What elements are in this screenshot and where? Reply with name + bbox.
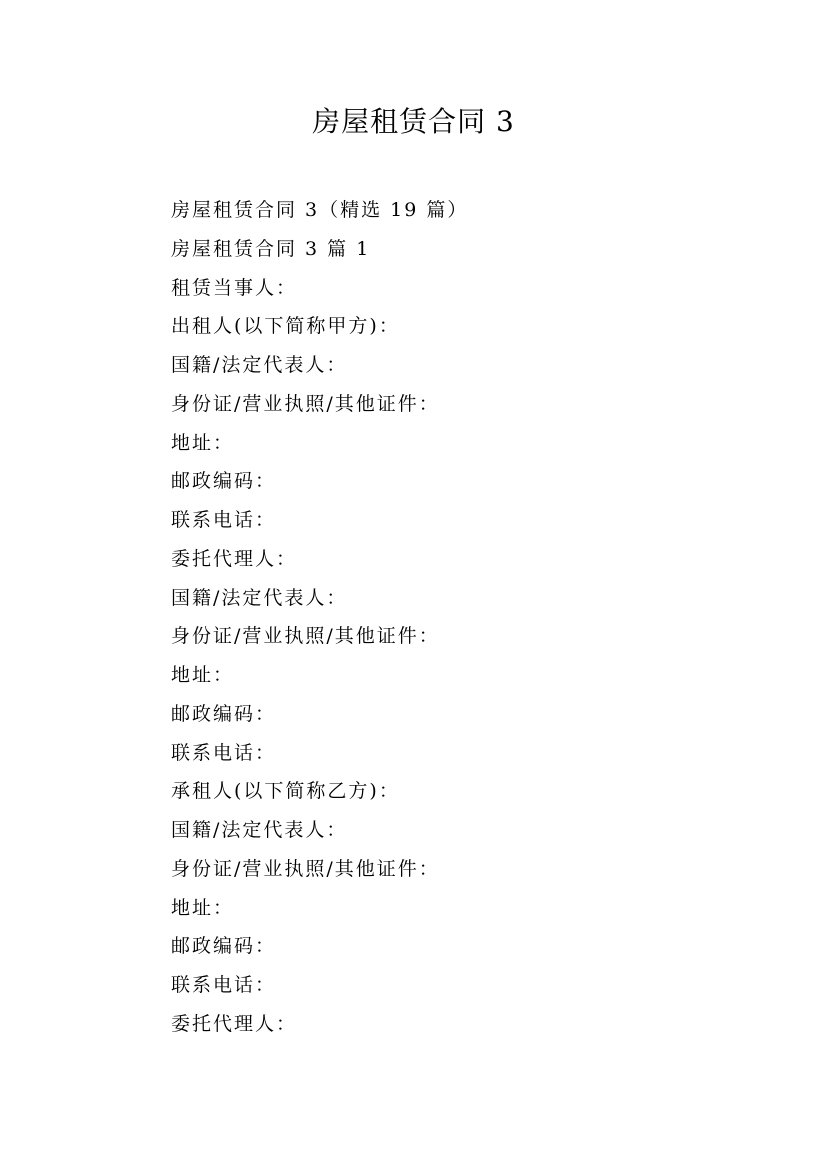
document-line: 邮政编码： [171,470,277,493]
document-line: 邮政编码： [171,935,277,958]
document-line: 国籍/法定代表人： [171,819,348,841]
document-line: 身份证/营业执照/其他证件： [171,392,440,415]
document-line: 委托代理人： [171,547,298,570]
document-line: 地址： [171,431,235,454]
document-line: 出租人(以下简称甲方)： [171,315,400,338]
document-line: 邮政编码： [171,702,277,725]
document-line: 联系电话： [171,741,277,764]
document-body [171,191,468,1044]
document-line: 地址： [171,896,235,919]
document-line: 国籍/法定代表人： [171,354,348,376]
document-line: 联系电话： [171,974,277,996]
document-line: 身份证/营业执照/其他证件： [171,625,440,648]
document-line: 地址： [171,664,235,686]
document-line: 国籍/法定代表人： [171,586,348,609]
document-line: 租赁当事人： [171,276,298,299]
document-line: 承租人(以下简称乙方)： [171,780,400,803]
document-line: 联系电话： [171,509,277,531]
document-line: 身份证/营业执照/其他证件： [171,857,440,880]
document-line: 委托代理人： [171,1012,298,1035]
document-line: 房屋租赁合同 3 篇 1 [171,237,371,260]
document-line: 房屋租赁合同 3（精选 19 篇） [171,199,469,221]
document-title: 房屋租赁合同 3 [312,105,515,138]
